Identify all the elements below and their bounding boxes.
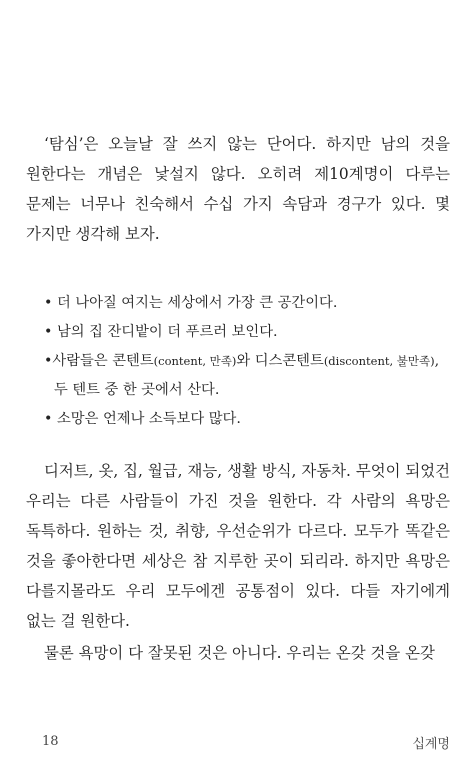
proverb-text: •사람들은 콘텐트 (44, 353, 154, 369)
body-paragraph-text: 디저트, 옷, 집, 월급, 재능, 생활 방식, 자동차. 무엇이 되었건 우리는 다른 사람들이 가진 것을 원한다. 각 사람의 욕망은 독특하다. 원하는 것, 취향, 우선순위가 다르다. 모두가 똑같은 것을 좋아한다면 세상은 참 지루한 곳이 되리라. 하지만 욕망은 다를지몰라도 우리 모두에겐 공통점이 있다. 다들 자기에게 없는 걸 원한다. (26, 462, 450, 630)
proverb-list (44, 289, 456, 434)
running-title: 십계명 (412, 737, 450, 752)
page-number: 18 (42, 734, 59, 749)
proverb-note: (content, 만족) (153, 354, 237, 368)
proverb-item (44, 347, 456, 376)
proverb-item-continuation: 두 텐트 중 한 곳에서 산다. (54, 382, 220, 398)
proverb-item: • 남의 집 잔디밭이 더 푸르러 보인다. (44, 324, 278, 340)
proverb-item: • 소망은 언제나 소득보다 많다. (44, 411, 241, 427)
proverb-note: (discontent, 불만족) (323, 354, 435, 368)
proverb-text: , (434, 353, 440, 369)
proverb-item: • 더 나아질 여지는 세상에서 가장 큰 공간이다. (44, 295, 338, 311)
intro-paragraph (26, 129, 450, 249)
proverb-text: 와 디스콘텐트 (236, 353, 324, 369)
body-paragraph-text: 물론 욕망이 다 잘못된 것은 아니다. 우리는 온갖 것을 온갖 (44, 644, 435, 662)
intro-paragraph-text: ‘탐심’은 오늘날 잘 쓰지 않는 단어다. 하지만 남의 것을 원한다는 개념은 낯설지 않다. 오히려 제10계명이 다루는 문제는 너무나 친숙해서 수십 가지 속담과 경구가 있다. 몇 가지만 생각해 보자. (26, 135, 450, 243)
body-paragraph (26, 456, 450, 636)
body-paragraph (26, 638, 450, 668)
